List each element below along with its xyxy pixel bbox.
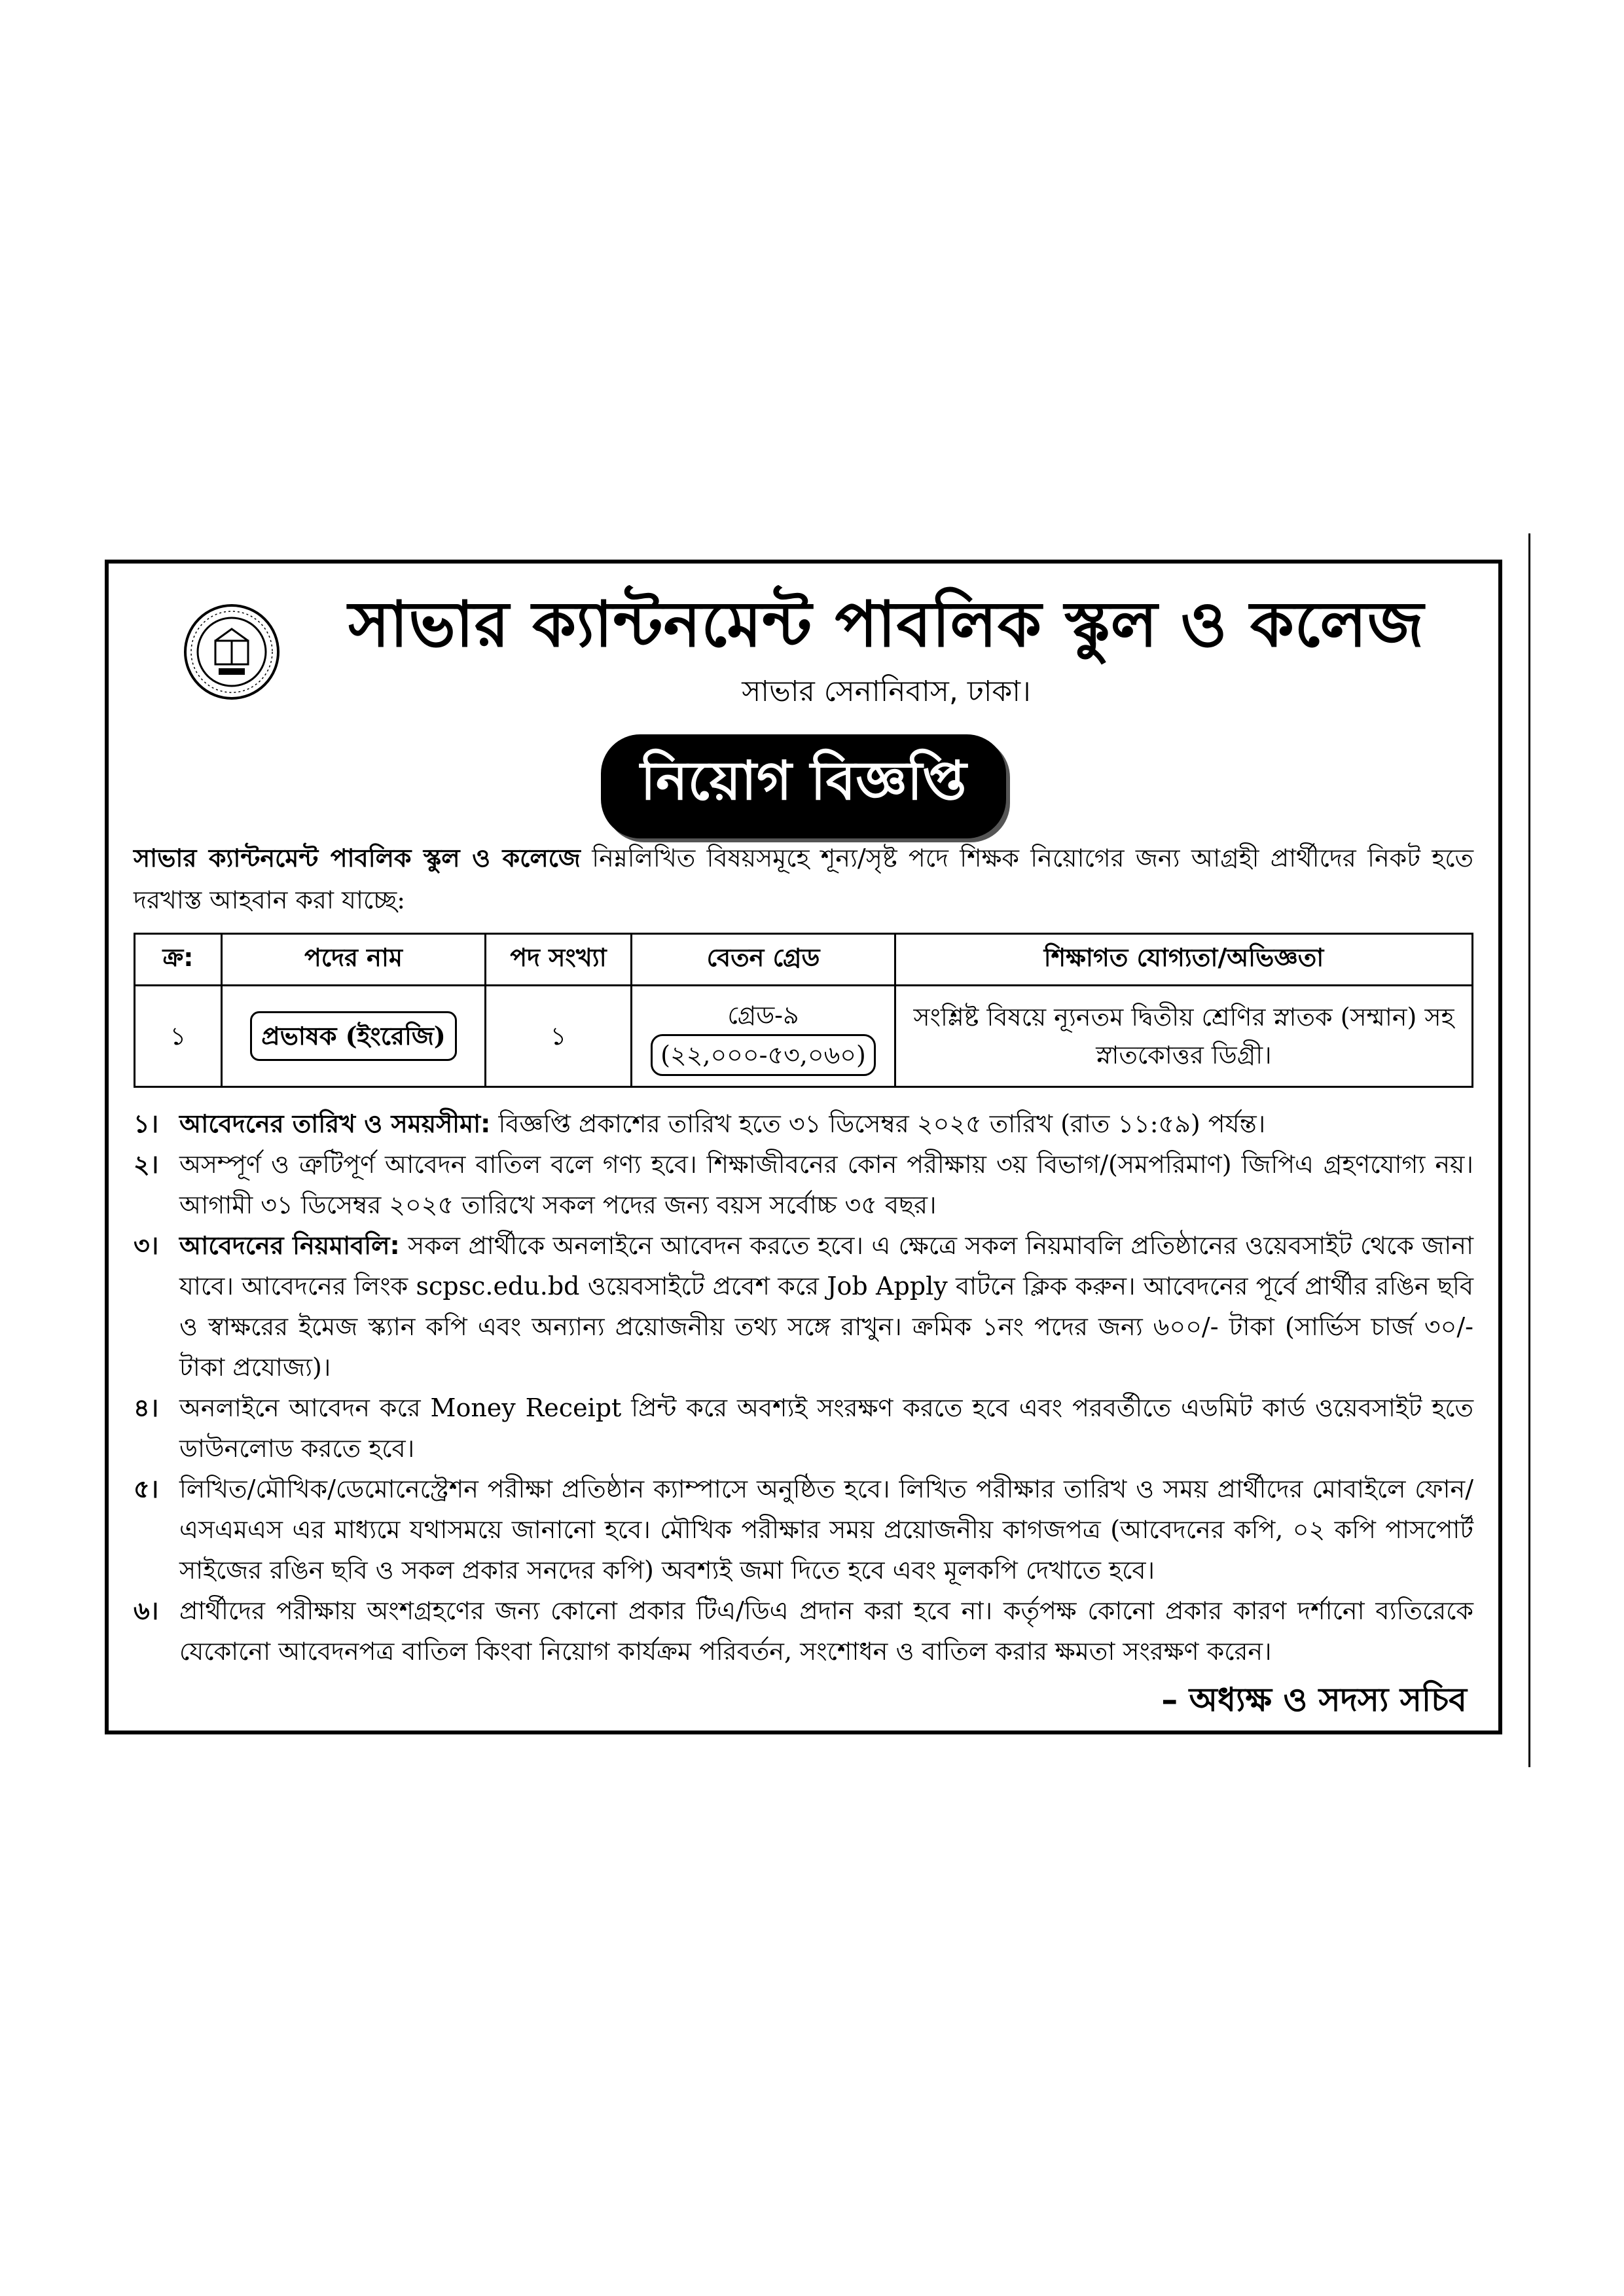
notice-header [134, 583, 1473, 730]
rule-number: ৫। [134, 1474, 159, 1503]
list-item [134, 1469, 1473, 1590]
recruitment-notice [105, 560, 1502, 1734]
rule-heading: আবেদনের নিয়মাবলি: [179, 1231, 400, 1260]
rules-list [134, 1103, 1473, 1672]
cell-sl: ১ [135, 986, 222, 1087]
cell-post-count: ১ [486, 986, 632, 1087]
rule-number: ৩। [134, 1230, 159, 1260]
intro-paragraph [134, 837, 1473, 921]
rule-number: ৬। [134, 1596, 159, 1625]
page-margin-line [1528, 533, 1530, 1767]
post-name-box: প্রভাষক (ইংরেজি) [250, 1011, 457, 1061]
rule-number: ১। [134, 1109, 159, 1138]
posts-table [134, 933, 1473, 1088]
header-post-name: পদের নাম [222, 934, 486, 986]
cell-post-name [222, 986, 486, 1087]
school-seal-logo [183, 603, 281, 701]
list-item [134, 1388, 1473, 1469]
table-row [135, 986, 1473, 1087]
header-pay-grade: বেতন গ্রেড [632, 934, 895, 986]
list-item [134, 1225, 1473, 1388]
notice-title: নিয়োগ বিজ্ঞপ্তি [601, 734, 1005, 838]
list-item [134, 1103, 1473, 1144]
rule-number: ৪। [134, 1393, 159, 1422]
grade-label: গ্রেড-৯ [727, 1001, 799, 1030]
list-item [134, 1590, 1473, 1672]
intro-bold: সাভার ক্যান্টনমেন্ট পাবলিক স্কুল ও কলেজে [134, 844, 581, 872]
school-name: সাভার ক্যান্টনমেন্ট পাবলিক স্কুল ও কলেজ [348, 588, 1424, 661]
list-item [134, 1144, 1473, 1225]
header-qualification: শিক্ষাগত যোগ্যতা/অভিজ্ঞতা [895, 934, 1473, 986]
rule-number: ২। [134, 1149, 159, 1179]
school-address: সাভার সেনানিবাস, ঢাকা। [742, 675, 1031, 708]
cell-pay-grade [632, 986, 895, 1087]
rule-heading: আবেদনের তারিখ ও সময়সীমা: [179, 1109, 491, 1138]
rule-text: সকল প্রার্থীকে অনলাইনে আবেদন করতে হবে। এ ক্ষেত্রে সকল নিয়মাবলি প্রতিষ্ঠানের ওয়েবসাইট থেকে জানা যাবে। আবেদনের লিংক scpsc.edu.bd ওয়েবসাইটে প্রবেশ করে Job Apply বাটনে ক্লিক করুন। আবেদনের পূর্বে প্রার্থীর রঙিন ছবি ও স্বাক্ষরের ইমেজ স্ক্যান কপি এবং অন্যান্য প্রয়োজনীয় তথ্য সঙ্গে রাখুন। ক্রমিক ১নং পদের জন্য ৬০০/- টাকা (সার্ভিস চার্জ ৩০/- টাকা প্রযোজ্য)। [179, 1231, 1473, 1382]
signature: – অধ্যক্ষ ও সদস্য সচিব [1161, 1681, 1467, 1719]
rule-text: লিখিত/মৌখিক/ডেমোনেস্ট্রেশন পরীক্ষা প্রতিষ্ঠান ক্যাম্পাসে অনুষ্ঠিত হবে। লিখিত পরীক্ষার তারিখ ও সময় প্রার্থীদের মোবাইলে ফোন/এসএমএস এর মাধ্যমে যথাসময়ে জানানো হবে। মৌখিক পরীক্ষার সময় প্রয়োজনীয় কাগজপত্র (আবেদনের কপি, ০২ কপি পাসপোর্ট সাইজের রঙিন ছবি ও সকল প্রকার সনদের কপি) অবশ্যই জমা দিতে হবে এবং মূলকপি দেখাতে হবে। [179, 1475, 1473, 1585]
header-sl: ক্র: [135, 934, 222, 986]
rule-text: প্রার্থীদের পরীক্ষায় অংশগ্রহণের জন্য কোনো প্রকার টিএ/ডিএ প্রদান করা হবে না। কর্তৃপক্ষ কোনো প্রকার কারণ দর্শানো ব্যতিরেকে যেকোনো আবেদনপত্র বাতিল কিংবা নিয়োগ কার্যক্রম পরিবর্তন, সংশোধন ও বাতিল করার ক্ষমতা সংরক্ষণ করেন। [179, 1596, 1473, 1666]
rule-text: অনলাইনে আবেদন করে Money Receipt প্রিন্ট করে অবশ্যই সংরক্ষণ করতে হবে এবং পরবর্তীতে এডমিট কার্ড ওয়েবসাইট হতে ডাউনলোড করতে হবে। [179, 1393, 1473, 1463]
table-header-row [135, 934, 1473, 986]
rule-text: অসম্পূর্ণ ও ত্রুটিপূর্ণ আবেদন বাতিল বলে গণ্য হবে। শিক্ষাজীবনের কোন পরীক্ষায় ৩য় বিভাগ/(সমপরিমাণ) জিপিএ গ্রহণযোগ্য নয়। আগামী ৩১ ডিসেম্বর ২০২৫ তারিখে সকল পদের জন্য বয়স সর্বোচ্চ ৩৫ বছর। [179, 1150, 1473, 1219]
cell-qualification: সংশ্লিষ্ট বিষয়ে ন্যূনতম দ্বিতীয় শ্রেণির স্নাতক (সম্মান) সহ স্নাতকোত্তর ডিগ্রী। [895, 986, 1473, 1087]
rule-text: বিজ্ঞপ্তি প্রকাশের তারিখ হতে ৩১ ডিসেম্বর ২০২৫ তারিখ (রাত ১১:৫৯) পর্যন্ত। [490, 1109, 1266, 1138]
title-wrap [134, 734, 1473, 829]
grade-range: (২২,০০০-৫৩,০৬০) [651, 1034, 876, 1076]
header-post-count: পদ সংখ্যা [486, 934, 632, 986]
intro-text: নিম্নলিখিত বিষয়সমূহে শূন্য/সৃষ্ট পদে শিক্ষক নিয়োগের জন্য আগ্রহী প্রার্থীদের নিকট হতে দরখাস্ত আহবান করা যাচ্ছে: [134, 844, 1473, 914]
